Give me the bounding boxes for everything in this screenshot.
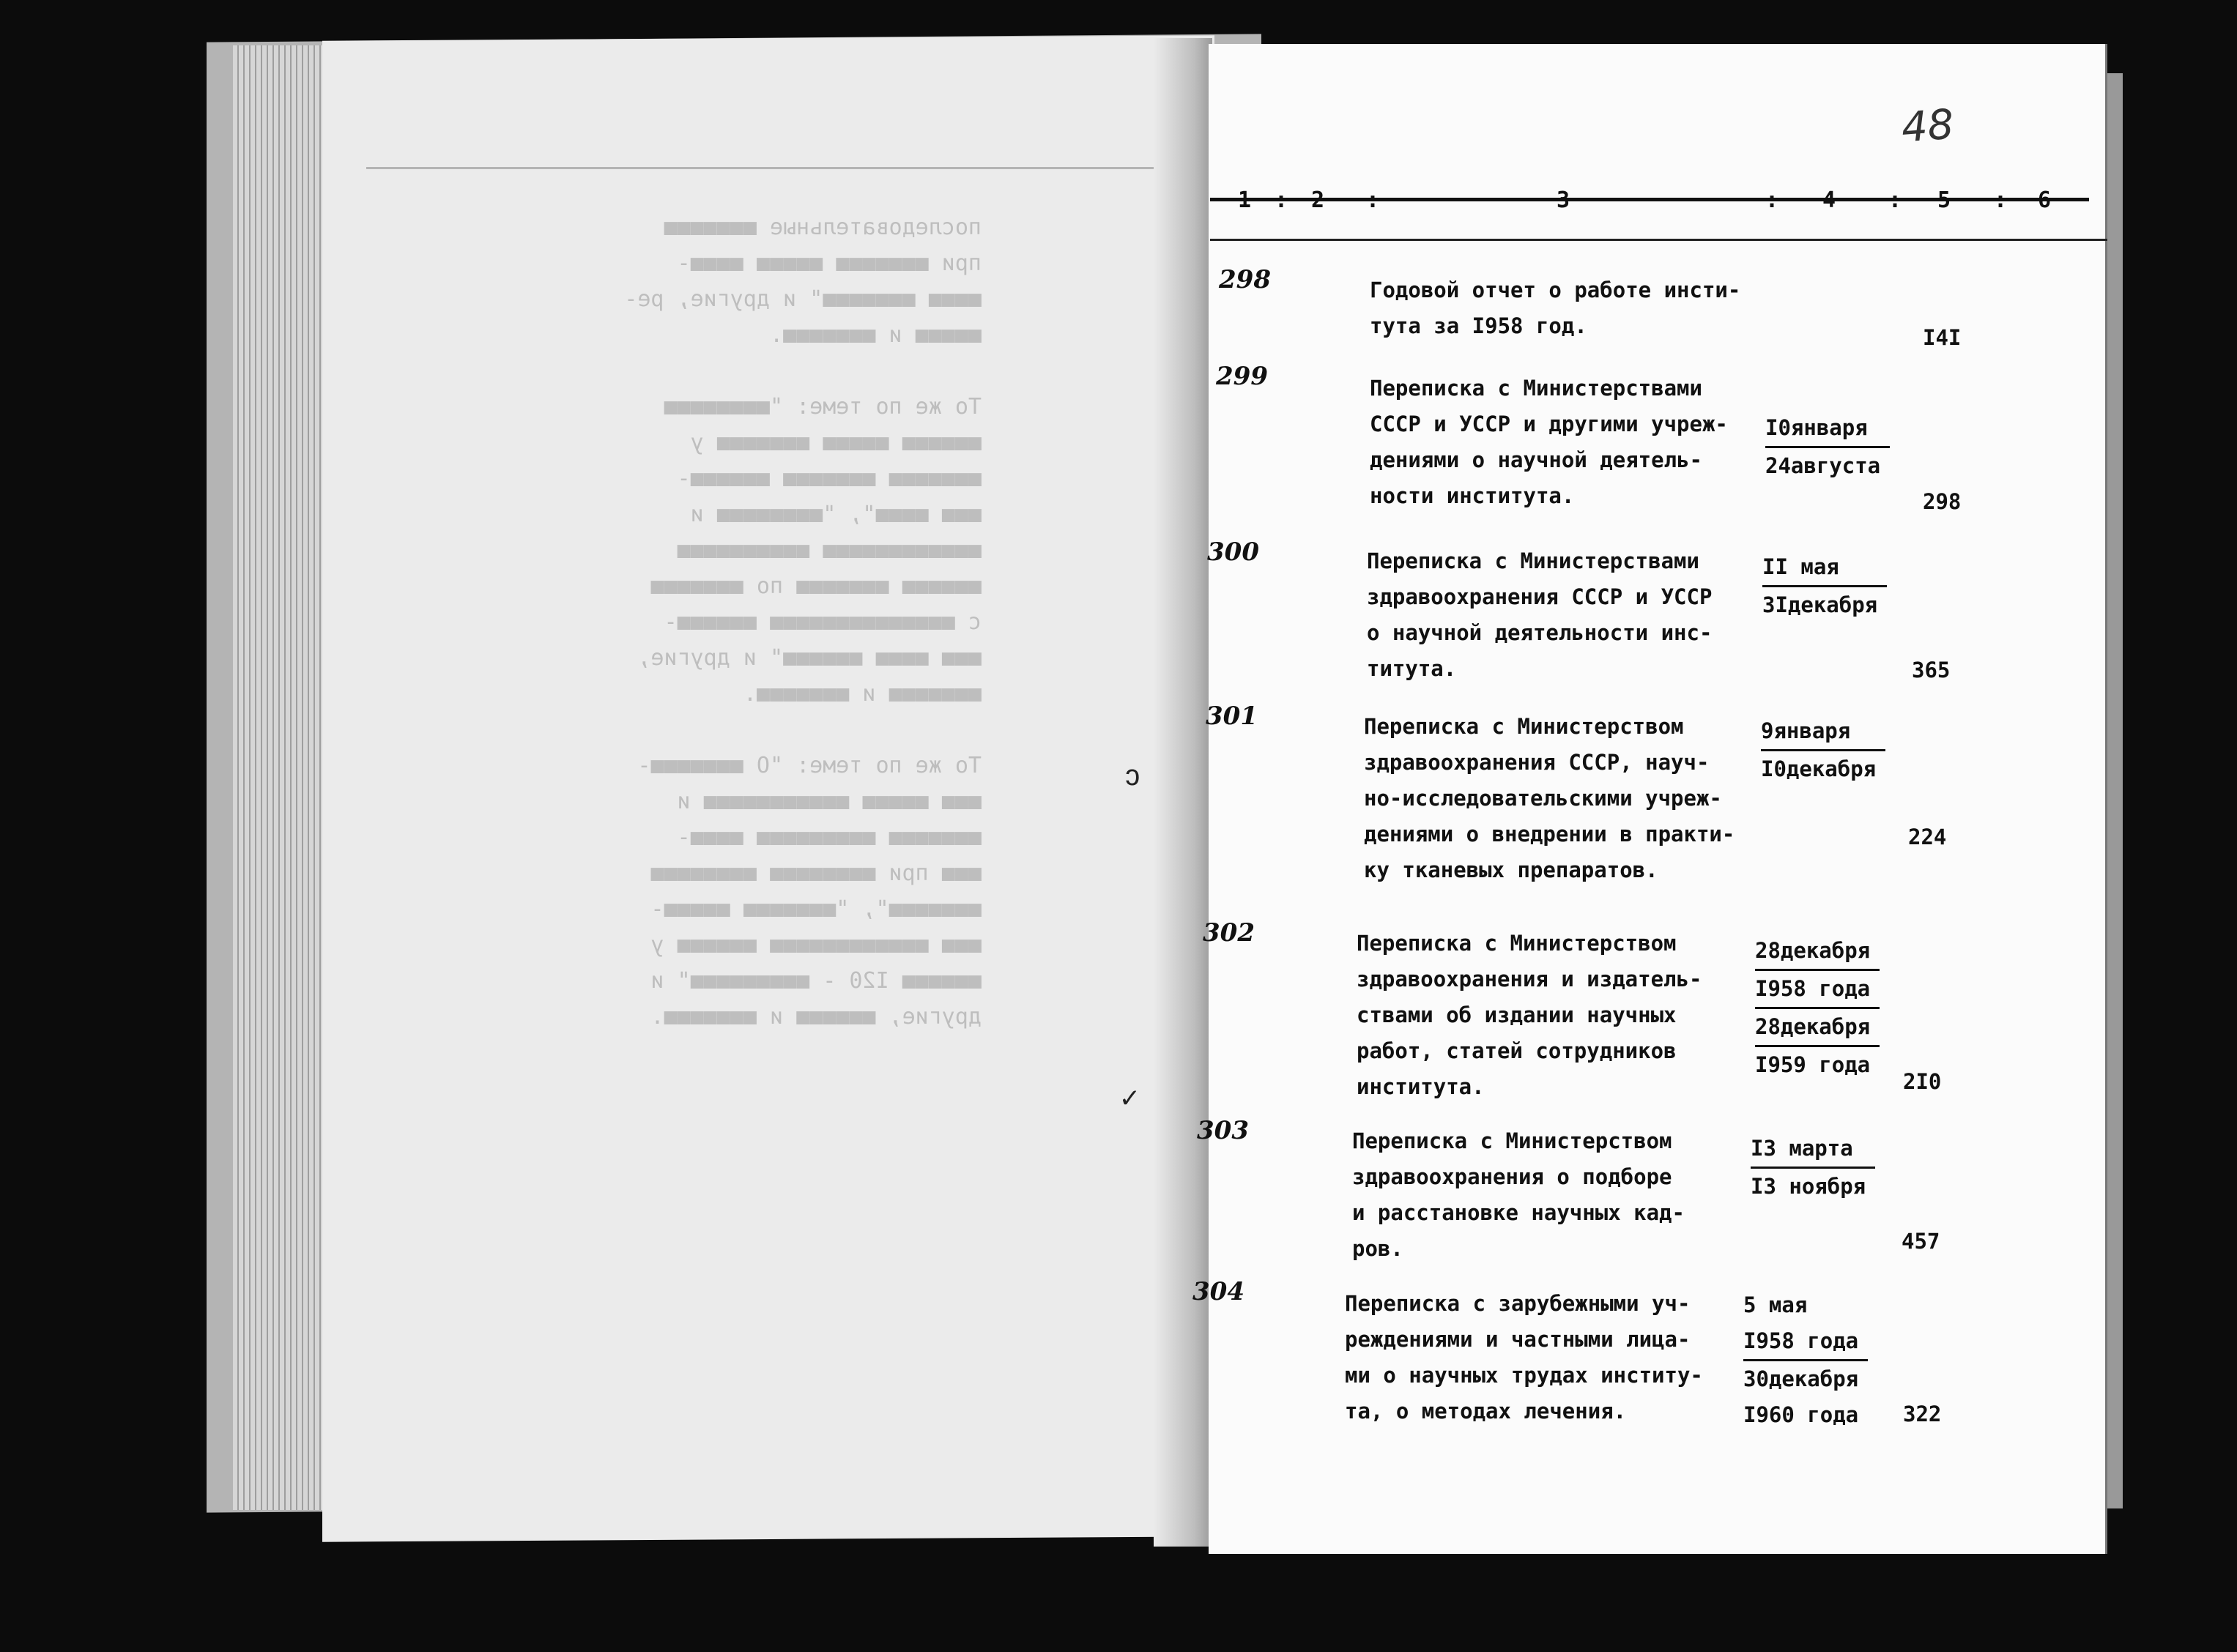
record-title: Переписка с Министерством здравоохранения и издатель- ствами об издании научных работ, статей сотрудников института. (1357, 931, 1702, 1099)
header-sep: : (1765, 187, 1779, 213)
record-number: 303 (1197, 1116, 1249, 1145)
header-sep: : (1275, 187, 1288, 213)
header-sep: : (1888, 187, 1902, 213)
header-col-2: 2 (1311, 187, 1325, 213)
record-title: Переписка с Министерством здравоохранения СССР, науч- но-исследовательскими учреж- дениями о внедрении в практи- ку тканевых препаратов. (1364, 714, 1735, 882)
record-title: Переписка с зарубежными уч- реждениями и частными лица- ми о научных трудах институ- та, о методах лечения. (1345, 1291, 1703, 1424)
record-dates: II мая 3Iдекабря (1762, 549, 1887, 623)
record-sheets: 2I0 (1903, 1069, 1942, 1094)
record-number: 302 (1203, 918, 1255, 948)
pencil-mark: ↄ (1124, 759, 1142, 792)
record-number: 299 (1216, 362, 1268, 391)
record-sheets: 365 (1912, 658, 1951, 682)
record-title: Переписка с Министерствами СССР и УССР и другими учреж- дениями о научной деятель- ности института. (1370, 376, 1728, 508)
header-col-6: 6 (2038, 187, 2052, 213)
header-rule-bottom (1210, 239, 2107, 241)
record-dates: 5 мая I958 года 30декабря I960 года (1743, 1287, 1868, 1433)
record-number: 301 (1206, 702, 1258, 731)
record-title: Переписка с Министерством здравоохранения о подборе и расстановке научных кад- ров. (1352, 1128, 1685, 1261)
header-col-3: 3 (1557, 187, 1570, 213)
record-title: Годовой отчет о работе инсти- тута за I958 год. (1370, 278, 1741, 338)
left-page-bleed-rule (366, 167, 1201, 169)
record-sheets: 224 (1908, 825, 1947, 849)
left-page-bleed-text: последовательные ■■■■■■■ при ■■■■■■■ ■■■■■ ■■■■- ■■■■ ■■■■■■■" и другие, ре- ■■■■■ и ■■■■■■■. То же по теме: "■■■■■■■■ ■■■■■■ ■■■■■ ■■■■■■■ у ■■■■■■■ ■■■■■■■ ■■■■■■- ■■■ ■■■■", "■■■■■■■■ и ■■■■■■■■■■■■ ■■■■■■■■■■ ■■■■■■ ■■■■■■■ по ■■■■■■■ с ■■■■■■■■■■■■■■ ■■■■■■- ■■■ ■■■■ ■■■■■■" и другие, ■■■■■■■ и ■■■■■■■. То же по теме: "О ■■■■■■■- ■■■ ■■■■■ ■■■■■■■■■■■ и ■■■■■■■ ■■■■■■■■■ ■■■■- ■■■ при ■■■■■■■■ ■■■■■■■■ ■■■■■■■", "■■■■■■■ ■■■■■- ■■■ ■■■■■■■■■■■■ ■■■■■■ у ■■■■■■ I20 - ■■■■■■■■■" и другие, ■■■■■■ и ■■■■■■■. (624, 215, 982, 1030)
header-sep: : (1366, 187, 1380, 213)
record-sheets: I4I (1923, 325, 1962, 350)
record-number: 298 (1219, 265, 1271, 294)
record-dates: 28декабря I958 года 28декабря I959 года (1755, 933, 1880, 1083)
record-sheets: 322 (1903, 1402, 1942, 1426)
header-col-4: 4 (1822, 187, 1836, 213)
right-page-edges (2107, 73, 2123, 1508)
record-dates: I3 марта I3 ноября (1751, 1131, 1875, 1205)
header-col-5: 5 (1937, 187, 1951, 213)
record-sheets: 298 (1923, 489, 1962, 514)
header-rule-top (1210, 198, 2089, 201)
record-number: 300 (1207, 537, 1259, 567)
record-number: 304 (1192, 1277, 1244, 1306)
pencil-mark: ✓ (1121, 1081, 1139, 1115)
book-gutter (1154, 38, 1212, 1547)
folio-number: 48 (1899, 100, 1956, 152)
record-dates: 9января I0декабря (1761, 713, 1885, 787)
header-sep: : (1994, 187, 2008, 213)
header-col-1: 1 (1238, 187, 1252, 213)
record-title: Переписка с Министерствами здравоохранения СССР и УССР о научной деятельности инс- титута. (1367, 548, 1713, 681)
record-sheets: 457 (1902, 1229, 1940, 1254)
record-dates: I0января 24августа (1765, 410, 1890, 484)
